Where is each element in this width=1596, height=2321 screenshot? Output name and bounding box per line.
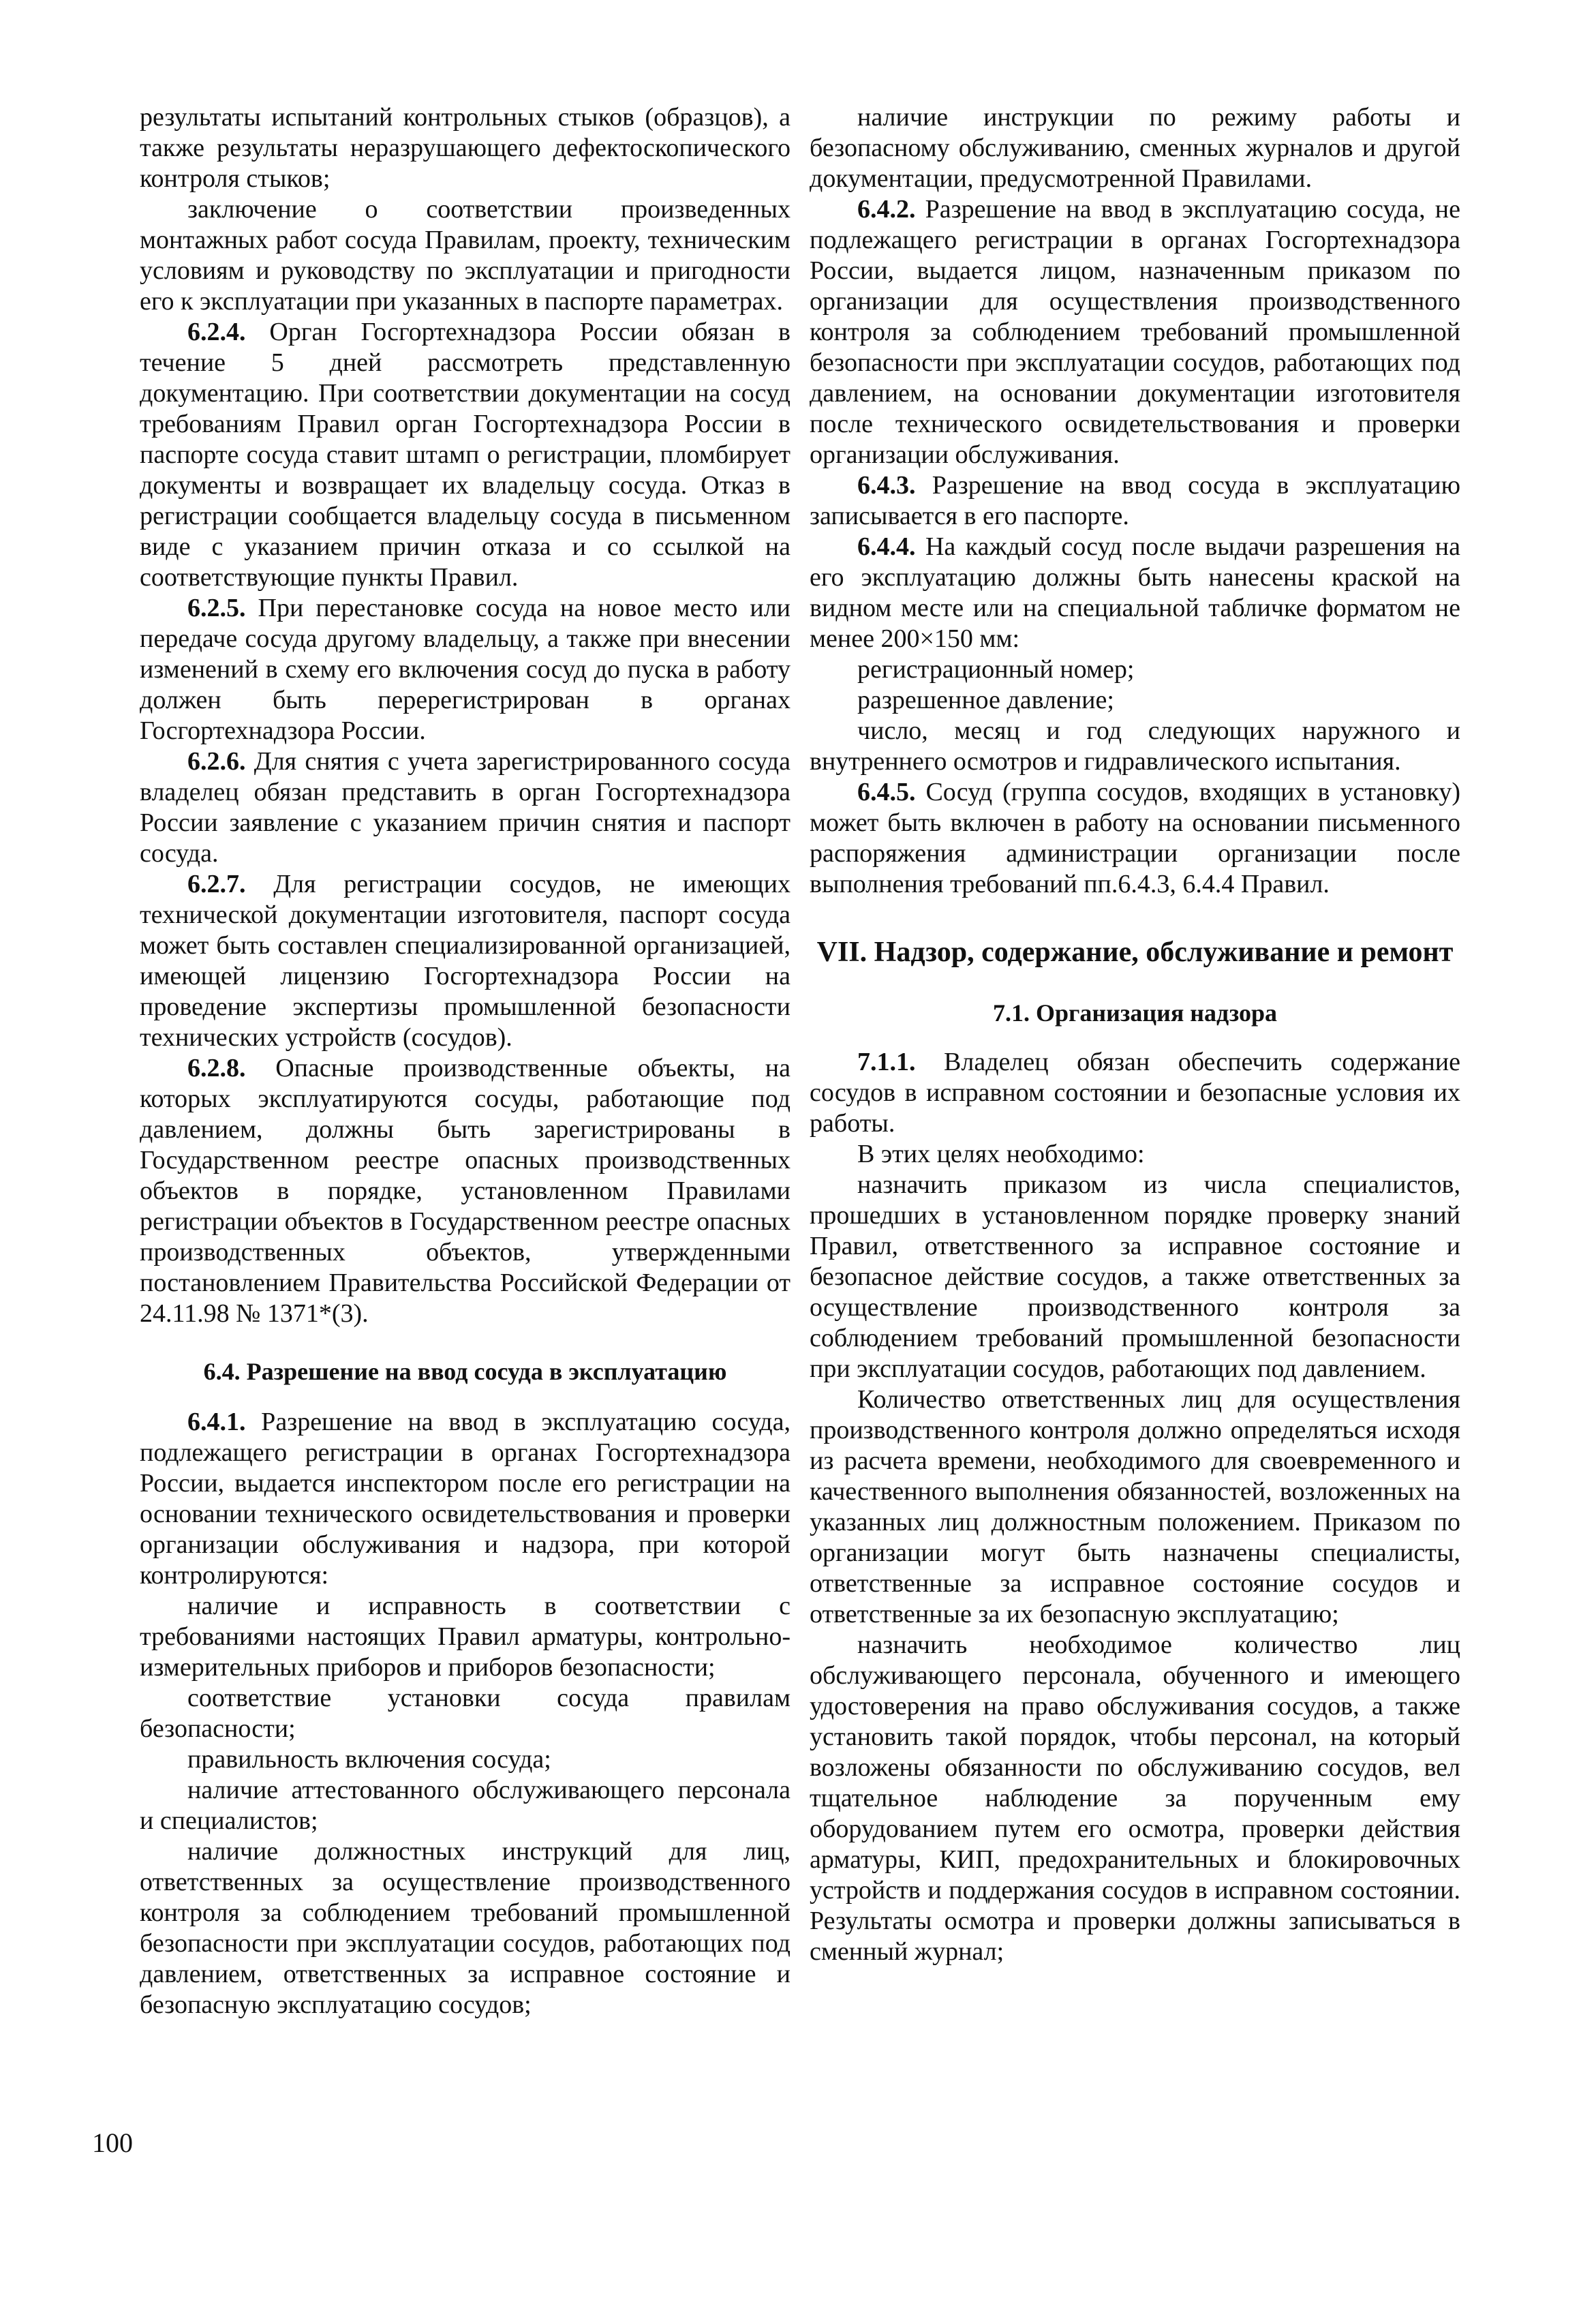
paragraph-text: Разрешение на ввод в эксплуатацию сосуда, подлежащего регистрации в органах Госгортехнадзора России, выдается инспектором после его регистрации на основании технического освидетельствования и проверки организации обслуживания и надзора, при которой контролируются: xyxy=(140,1408,791,1590)
clause-number: 6.4.1. xyxy=(187,1408,246,1436)
paragraph xyxy=(810,716,1460,777)
paragraph xyxy=(810,1384,1460,1630)
paragraph xyxy=(810,470,1460,532)
paragraph-text: число, месяц и год следующих наружного и внутреннего осмотров и гидравлического испытания. xyxy=(810,716,1460,776)
left-column xyxy=(140,102,791,2020)
clause-number: 6.2.5. xyxy=(187,594,246,622)
paragraph xyxy=(810,777,1460,900)
paragraph-text: соответствие установки сосуда правилам безопасности; xyxy=(140,1684,791,1743)
paragraph-text: Разрешение на ввод сосуда в эксплуатацию записывается в его паспорте. xyxy=(810,471,1460,530)
paragraph-text: Для регистрации сосудов, не имеющих технической документации изготовителя, паспорт сосуда может быть составлен специализированной организацией, имеющей лицензию Госгортехнадзора России на проведение экспертизы промышленной безопасности технических устройств (сосудов). xyxy=(140,870,791,1052)
paragraph-text: Разрешение на ввод в эксплуатацию сосуда, не подлежащего регистрации в органах Госгортехнадзора России, выдается лицом, назначенным приказом по организации для осуществления производственного контроля за соблюдением требований промышленной безопасности при эксплуатации сосудов, работающих под давлением, на основании документации изготовителя после технического освидетельствования и проверки организации обслуживания. xyxy=(810,195,1460,469)
paragraph-text: регистрационный номер; xyxy=(857,655,1135,684)
paragraph-text: Орган Госгортехнадзора России обязан в течение 5 дней рассмотреть представленную документацию. При соответствии документации на сосуд требованиям Правил орган Госгортехнадзора России в паспорте сосуда ставит штамп о регистрации, пломбирует документы и возвращает их владельцу сосуда. Отказ в регистрации сообщается владельцу сосуда в письменном виде с указанием причин отказа и со ссылкой на соответствующие пункты Правил. xyxy=(140,318,791,592)
paragraph xyxy=(140,1053,791,1329)
paragraph-text: результаты испытаний контрольных стыков (образцов), а также результаты неразрушающего дефектоскопического контроля стыков; xyxy=(140,103,791,193)
paragraph xyxy=(140,1836,791,2020)
paragraph xyxy=(140,1683,791,1744)
clause-number: 6.2.4. xyxy=(187,318,246,346)
right-column xyxy=(810,102,1460,1967)
paragraph-text: В этих целях необходимо: xyxy=(857,1140,1145,1168)
paragraph xyxy=(140,1775,791,1836)
page-number: 100 xyxy=(92,2127,133,2158)
paragraph xyxy=(140,194,791,317)
clause-number: 6.2.7. xyxy=(187,870,246,898)
paragraph xyxy=(810,654,1460,685)
paragraph-text: Для снятия с учета зарегистрированного сосуда владелец обязан представить в орган Госгортехнадзора России заявление с указанием причин снятия и паспорт сосуда. xyxy=(140,747,791,868)
paragraph-text: наличие аттестованного обслуживающего персонала и специалистов; xyxy=(140,1776,791,1835)
clause-number: 6.4.3. xyxy=(857,471,916,500)
paragraph-text: правильность включения сосуда; xyxy=(187,1745,551,1774)
paragraph-text: Количество ответственных лиц для осуществления производственного контроля должно определяться исходя из расчета времени, необходимого для своевременного и качественного выполнения обязанностей, возложенных на указанных лиц должностным положением. Приказом по организации могут быть назначены специалисты, ответственные за исправное состояние сосудов и ответственные за их безопасную эксплуатацию; xyxy=(810,1385,1460,1628)
clause-number: 6.4.2. xyxy=(857,195,916,224)
section-heading: VII. Надзор, содержание, обслуживание и ремонт xyxy=(816,937,1454,968)
paragraph-text: назначить необходимое количество лиц обслуживающего персонала, обученного и имеющего удостоверения на право обслуживания сосудов, а также установить такой порядок, чтобы персонал, на который возложены обязанности по обслуживанию сосудов, вел тщательное наблюдение за порученным ему оборудованием путем его осмотра, проверки действия арматуры, КИП, предохранительных и блокировочных устройств и поддержания сосудов в исправном состоянии. Результаты осмотра и проверки должны записываться в сменный журнал; xyxy=(810,1630,1460,1966)
paragraph-text: наличие инструкции по режиму работы и безопасному обслуживанию, сменных журналов и другой документации, предусмотренной Правилами. xyxy=(810,103,1460,193)
paragraph-text: Опасные производственные объекты, на которых эксплуатируются сосуды, работающие под давлением, должны быть зарегистрированы в Государственном реестре опасных производственных объектов в порядке, установленном Правилами регистрации объектов в Государственном реестре опасных производственных объектов, утвержденными постановлением Правительства Российской Федерации от 24.11.98 № 1371*(3). xyxy=(140,1054,791,1328)
paragraph-text: При перестановке сосуда на новое место или передаче сосуда другому владельцу, а также при внесении изменений в схему его включения сосуд до пуска в работу должен быть перерегистрирован в органах Госгортехнадзора России. xyxy=(140,594,791,745)
paragraph xyxy=(810,1139,1460,1170)
clause-number: 6.2.6. xyxy=(187,747,246,776)
paragraph xyxy=(810,194,1460,470)
paragraph xyxy=(810,685,1460,716)
paragraph-text: На каждый сосуд после выдачи разрешения на его эксплуатацию должны быть нанесены краской на видном месте или на специальной табличке форматом не менее 200×150 мм: xyxy=(810,532,1460,653)
paragraph-text: заключение о соответствии произведенных монтажных работ сосуда Правилам, проекту, техническим условиям и руководству по эксплуатации и пригодности его к эксплуатации при указанных в паспорте параметрах. xyxy=(140,195,791,316)
clause-number: 6.4.4. xyxy=(857,532,916,561)
paragraph xyxy=(810,102,1460,194)
subsection-heading: 7.1. Организация надзора xyxy=(993,999,1277,1027)
paragraph xyxy=(140,1744,791,1775)
paragraph xyxy=(140,1591,791,1683)
clause-number: 7.1.1. xyxy=(857,1048,916,1076)
clause-number: 6.4.5. xyxy=(857,778,916,806)
paragraph-text: Сосуд (группа сосудов, входящих в установку) может быть включен в работу на основании письменного распоряжения администрации организации после выполнения требований пп.6.4.3, 6.4.4 Правил. xyxy=(810,778,1460,898)
paragraph xyxy=(810,532,1460,654)
paragraph xyxy=(140,1407,791,1591)
paragraph xyxy=(140,869,791,1053)
paragraph-text: разрешенное давление; xyxy=(857,686,1114,714)
paragraph xyxy=(810,1630,1460,1967)
paragraph xyxy=(140,317,791,593)
paragraph xyxy=(810,1047,1460,1139)
paragraph xyxy=(140,746,791,869)
paragraph-text: назначить приказом из числа специалистов, прошедших в установленном порядке проверку знаний Правил, ответственного за исправное состояние и безопасное действие сосудов, а также ответственных за осуществление производственного контроля за соблюдением требований промышленной безопасности при эксплуатации сосудов, работающих под давлением. xyxy=(810,1170,1460,1383)
subsection-heading: 6.4. Разрешение на ввод сосуда в эксплуатацию xyxy=(203,1358,727,1385)
paragraph xyxy=(810,1170,1460,1384)
paragraph-text: Владелец обязан обеспечить содержание сосудов в исправном состоянии и безопасные условия их работы. xyxy=(810,1048,1460,1138)
paragraph-text: наличие должностных инструкций для лиц, ответственных за осуществление производственного контроля за соблюдением требований промышленной безопасности при эксплуатации сосудов, работающих под давлением, ответственных за исправное состояние и безопасную эксплуатацию сосудов; xyxy=(140,1837,791,2019)
clause-number: 6.2.8. xyxy=(187,1054,246,1082)
paragraph xyxy=(140,102,791,194)
paragraph-text: наличие и исправность в соответствии с требованиями настоящих Правил арматуры, контрольно-измерительных приборов и приборов безопасности; xyxy=(140,1592,791,1682)
paragraph xyxy=(140,593,791,746)
